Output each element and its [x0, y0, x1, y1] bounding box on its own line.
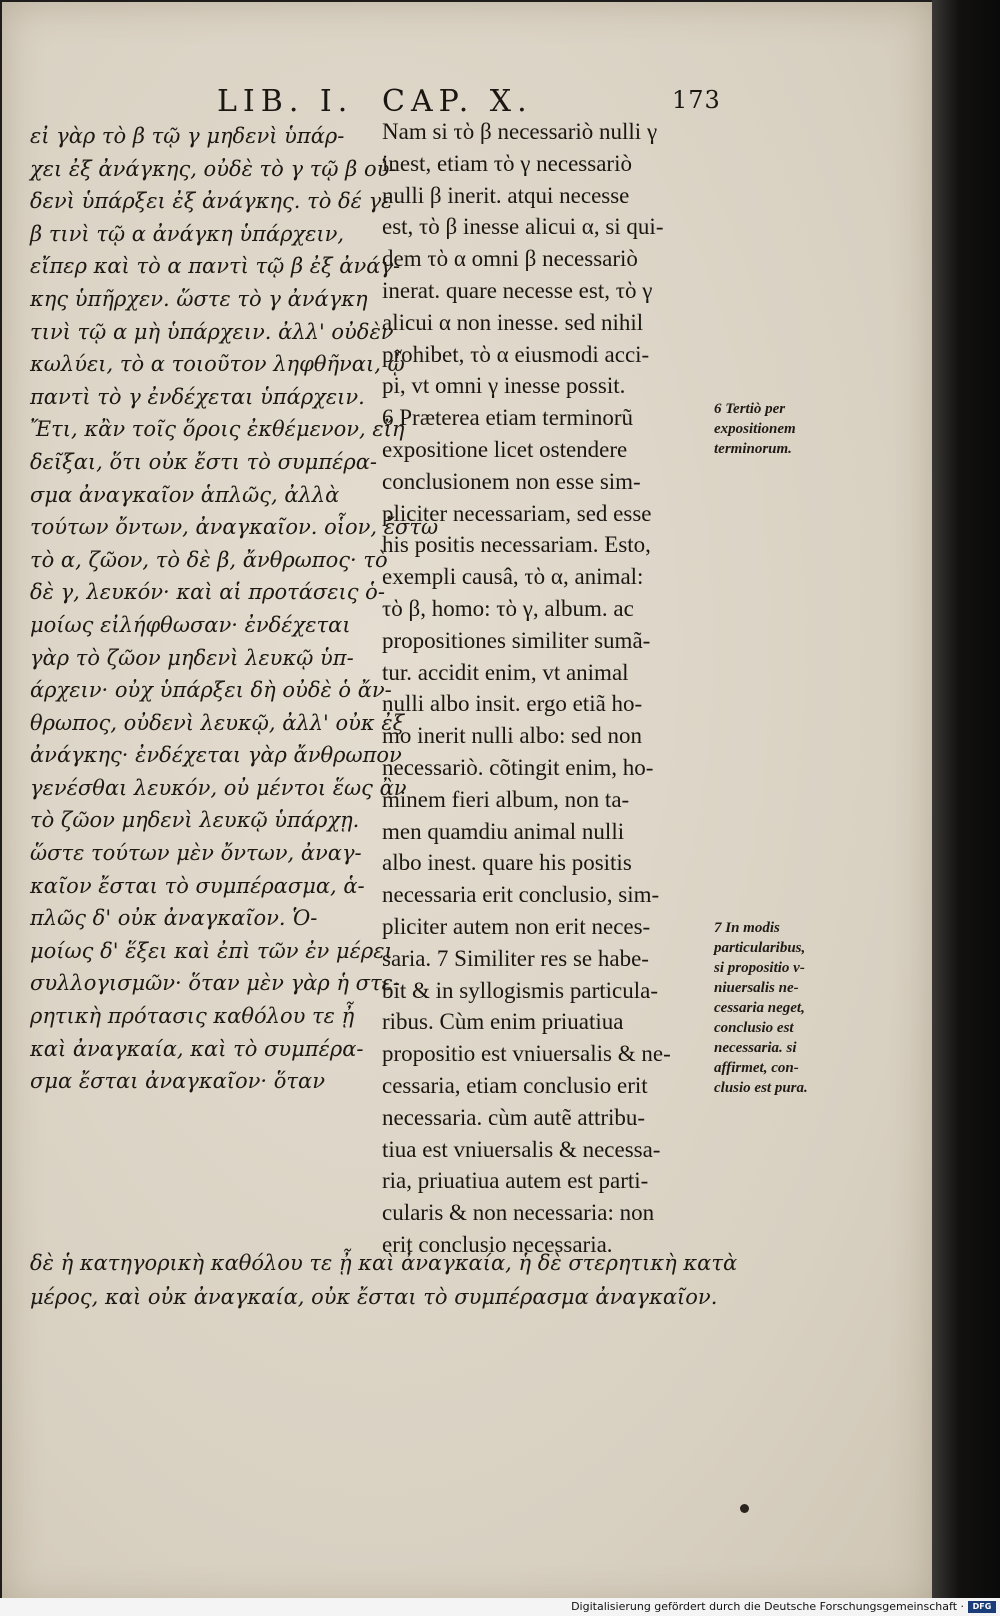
latin-line: albo inest. quare his positis [382, 850, 632, 876]
chapter-label: CAP. X. [382, 84, 533, 119]
latin-line: cessaria, etiam conclusio erit [382, 1072, 648, 1098]
greek-line: δὲ γ, λευκόν· καὶ αἱ προτάσεις ὁ- [30, 580, 385, 605]
greek-line: δενὶ ὑπάρξει ἐξ ἀνάγκης. τὸ δέ γε [30, 189, 393, 214]
greek-line: παντὶ τὸ γ ἐνδέχεται ὑπάρχειν. [30, 384, 365, 409]
ink-blot [740, 1504, 749, 1513]
latin-line: erit conclusio necessaria. [382, 1231, 613, 1257]
margin-note-7 [714, 918, 864, 1098]
margin-note-line: expositionem [714, 421, 796, 437]
latin-line: cularis & non necessaria: non [382, 1200, 655, 1226]
greek-line: κωλύει, τὸ α τοιοῦτον ληφθῆναι, ᾧ [30, 352, 405, 377]
latin-line: bit & in syllogismis particula- [382, 977, 658, 1003]
latin-line: ribus. Cùm enim priuatiua [382, 1009, 624, 1035]
dfg-logo: DFG [968, 1601, 996, 1613]
latin-line: inerat. quare necesse est, τὸ γ [382, 277, 653, 303]
latin-line: men quamdiu animal nulli [382, 818, 625, 844]
latin-line: necessaria erit conclusio, sim- [382, 882, 660, 908]
greek-line: θρωπος, οὐδενὶ λευκῷ, ἀλλ' οὐκ ἐξ [30, 710, 405, 735]
latin-line: pliciter autem non erit neces- [382, 913, 651, 939]
page-number: 173 [672, 86, 721, 114]
greek-line: μοίως δ' ἕξει καὶ ἐπὶ τῶν ἐν μέρει [30, 938, 393, 963]
greek-line: σμα ἔσται ἀναγκαῖον· ὅταν [30, 1069, 325, 1094]
latin-line: nulli albo insit. ergo etiã ho- [382, 691, 643, 717]
latin-line: 6 Præterea etiam terminorũ [382, 405, 634, 431]
latin-line: Nam si τὸ β necessariò nulli γ [382, 119, 658, 144]
greek-line: γενέσθαι λευκόν, οὐ μέντοι ἕως ἂν [30, 775, 407, 800]
greek-line: καῖον ἔσται τὸ συμπέρασμα, ἁ- [30, 873, 365, 898]
digitization-footer [0, 1598, 1000, 1616]
greek-line: εἴπερ καὶ τὸ α παντὶ τῷ β ἐξ ἀνάγ- [30, 254, 401, 279]
margin-note-line: 6 Tertiò per [714, 401, 786, 417]
greek-line: β τινὶ τῷ α ἀνάγκη ὑπάρχειν, [30, 221, 345, 246]
greek-line: τὸ ζῶον μηδενὶ λευκῷ ὑπάρχῃ. [30, 808, 360, 833]
greek-line: άρχειν· οὐχ ὑπάρξει δὴ οὐδὲ ὁ ἄν- [30, 678, 392, 703]
latin-line: tiua est vniuersalis & necessa- [382, 1136, 661, 1162]
margin-note-6 [714, 399, 864, 459]
greek-line: μοίως εἰλήφθωσαν· ἐνδέχεται [30, 612, 351, 637]
margin-note-line: conclusio est [714, 1020, 794, 1036]
latin-line: necessaria. cùm autẽ attribu- [382, 1104, 646, 1130]
footer-credit: Digitalisierung gefördert durch die Deutsche Forschungsgemeinschaft · [571, 1600, 964, 1613]
margin-note-line: 7 In modis [714, 920, 780, 936]
greek-line: γὰρ τὸ ζῶον μηδενὶ λευκῷ ὑπ- [30, 645, 354, 670]
latin-line: ria, priuatiua autem est parti- [382, 1168, 649, 1194]
latin-line: mo inerit nulli albo: sed non [382, 723, 642, 749]
bottom-greek-text [30, 1246, 738, 1314]
greek-line: καὶ ἀναγκαία, καὶ τὸ συμπέρα- [30, 1036, 364, 1061]
latin-line: prohibet, τὸ α eiusmodi acci- [382, 341, 650, 367]
latin-line: dem τὸ α omni β necessariò [382, 246, 638, 272]
margin-note-line: affirmet, con- [714, 1060, 799, 1076]
book-binding-edge [932, 0, 1000, 1616]
latin-line: propositio est vniuersalis & ne- [382, 1041, 671, 1067]
bottom-greek-line: μέρος, καὶ οὐκ ἀναγκαία, οὐκ ἔσται τὸ συμπέρασμα ἀναγκαῖον. [30, 1285, 718, 1309]
greek-line: Ἔτι, κἂν τοῖς ὅροις ἐκθέμενον, εἴη [30, 417, 405, 442]
greek-column [30, 120, 439, 1098]
margin-note-line: cessaria neget, [714, 1000, 805, 1016]
greek-line: ρητικὴ πρότασις καθόλου τε ᾖ [30, 1004, 355, 1029]
greek-line: ὥστε τούτων μὲν ὄντων, ἀναγ- [30, 841, 362, 866]
latin-line: propositiones similiter sumã- [382, 627, 651, 653]
greek-line: πλῶς δ' οὐκ ἀναγκαῖον. Ὁ- [30, 906, 318, 931]
bottom-greek-line: δὲ ἡ κατηγορικὴ καθόλου τε ᾖ καὶ ἀναγκαία, ἡ δὲ στερητικὴ κατὰ [30, 1251, 738, 1275]
latin-column [382, 116, 712, 1261]
greek-line: εἰ γὰρ τὸ β τῷ γ μηδενὶ ὑπάρ- [30, 124, 345, 148]
latin-line: τὸ β, homo: τὸ γ, album. ac [382, 595, 634, 621]
margin-note-line: necessaria. si [714, 1040, 797, 1056]
margin-note-line: si propositio v- [714, 960, 805, 976]
greek-line: δεῖξαι, ὅτι οὐκ ἔστι τὸ συμπέρα- [30, 449, 378, 474]
greek-line: τινὶ τῷ α μὴ ὑπάρχειν. ἀλλ' οὐδὲν [30, 319, 394, 344]
latin-line: pliciter necessariam, sed esse [382, 500, 652, 526]
greek-line: σμα ἀναγκαῖον ἁπλῶς, ἀλλὰ [30, 482, 340, 507]
latin-line: alicui α non inesse. sed nihil [382, 309, 644, 335]
greek-line: χει ἐξ ἀνάγκης, οὐδὲ τὸ γ τῷ β οὐ- [30, 156, 397, 181]
margin-note-line: niuersalis ne- [714, 980, 799, 996]
greek-line: ἀνάγκης· ἐνδέχεται γὰρ ἄνθρωπον [30, 743, 402, 768]
margin-note-line: clusio est pura. [714, 1080, 808, 1096]
book-page [2, 2, 932, 1607]
greek-line: κης ὑπῆρχεν. ὥστε τὸ γ ἀνάγκη [30, 286, 368, 311]
margin-note-line: terminorum. [714, 441, 792, 457]
latin-line: his positis necessariam. Esto, [382, 532, 651, 558]
greek-line: τούτων ὄντων, ἀναγκαῖον. οἷον, ἔστω [30, 515, 439, 540]
margin-note-line: particularibus, [714, 940, 806, 956]
latin-line: est, τὸ β inesse alicui α, si qui- [382, 214, 664, 240]
latin-line: nulli β inerit. atqui necesse [382, 182, 630, 208]
latin-line: pi, vt omni γ inesse possit. [382, 373, 626, 399]
latin-line: saria. 7 Similiter res se habe- [382, 945, 649, 971]
latin-line: necessariò. cõtingit enim, ho- [382, 754, 654, 780]
latin-line: minem fieri album, non ta- [382, 786, 630, 812]
greek-line: συλλογισμῶν· ὅταν μὲν γὰρ ἡ στε- [30, 971, 400, 996]
latin-line: expositione licet ostendere [382, 436, 628, 462]
latin-line: conclusionem non esse sim- [382, 468, 641, 494]
book-label: LIB. I. [217, 84, 354, 119]
greek-line: τὸ α, ζῶον, τὸ δὲ β, ἄνθρωπος· τὸ [30, 547, 388, 572]
latin-line: inest, etiam τὸ γ necessariò [382, 150, 632, 176]
latin-line: tur. accidit enim, vt animal [382, 659, 629, 685]
latin-line: exempli causâ, τὸ α, animal: [382, 564, 644, 590]
